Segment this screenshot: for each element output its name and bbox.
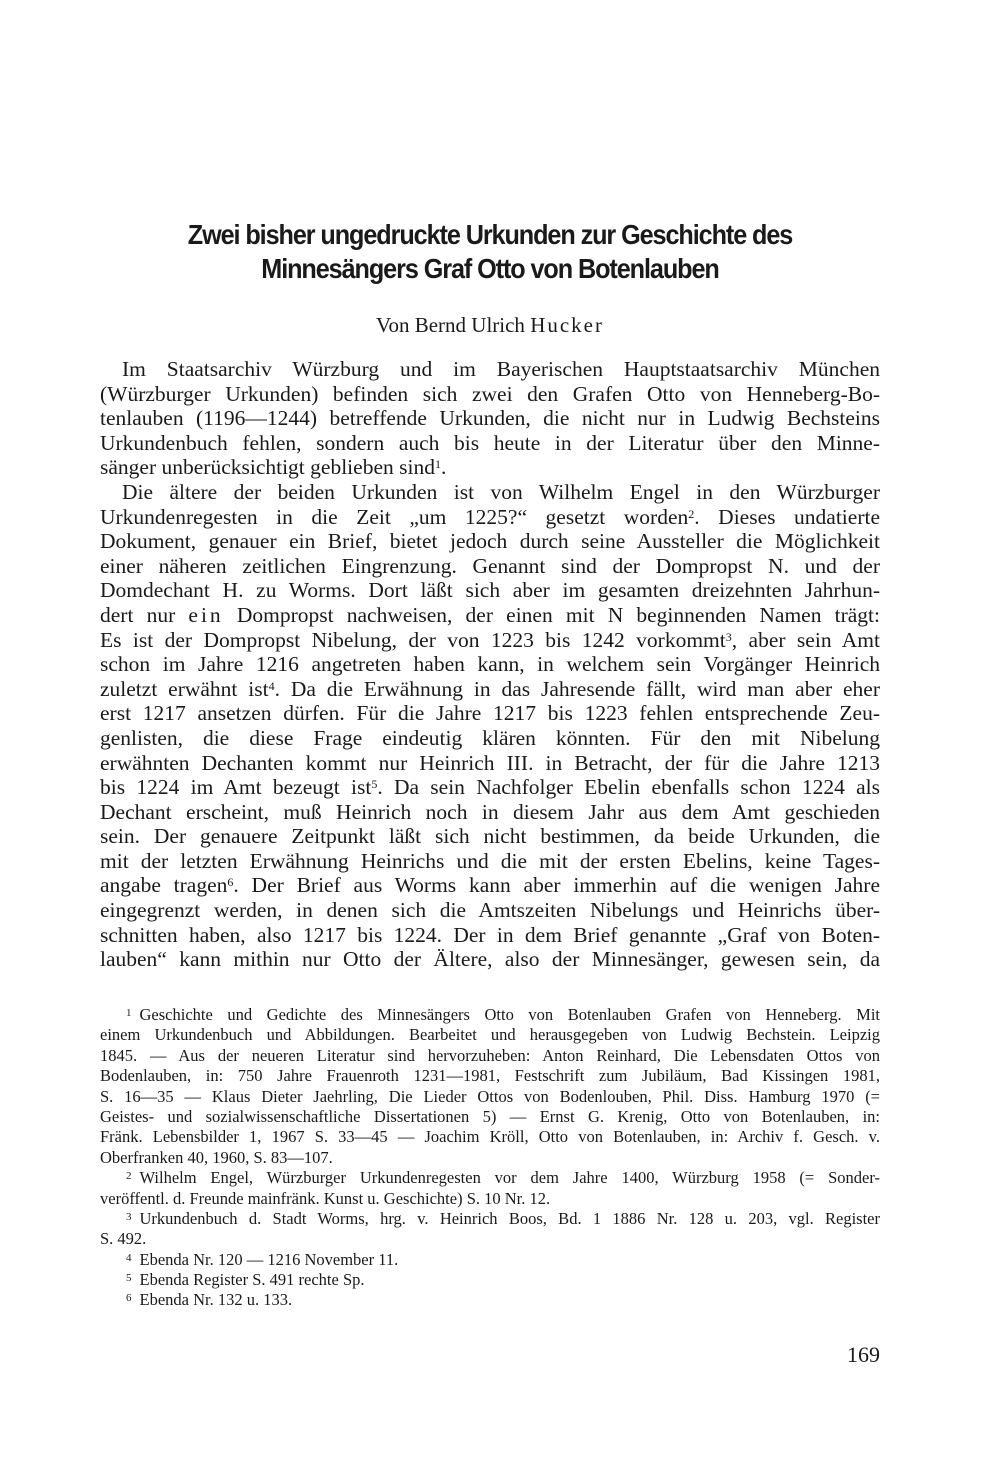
text-run: . Da sein Nachfolger Ebelin ebenfalls schon 1224 als	[377, 775, 880, 800]
footnote-text: Ebenda Register S. 491 rechte Sp.	[139, 1270, 365, 1290]
author-byline	[100, 312, 880, 338]
footnote-line	[100, 1270, 880, 1290]
footnote-line: Geistes- und sozialwissenschaftliche Dissertationen 5) — Ernst G. Krenig, Otto von Botenlauben, in:	[100, 1106, 880, 1126]
text-line	[100, 455, 880, 480]
footnote-ref-6[interactable]: 6	[227, 875, 234, 890]
text-run: , aber sein Amt	[731, 627, 880, 652]
footnote-number: 1	[126, 1007, 132, 1019]
footnote-line: 1845. — Aus der neueren Literatur sind hervorzuheben: Anton Reinhard, Die Lebensdaten Ottos von	[100, 1045, 880, 1065]
text-run: angabe tragen	[100, 873, 228, 898]
footnote-line: einem Urkundenbuch und Abbildungen. Bearbeitet und herausgegeben von Ludwig Bechstein. Leipzig	[100, 1025, 880, 1045]
text-line: erwähnten Dechanten kommt nur Heinrich III. in Betracht, der für die Jahre 1213	[100, 750, 880, 775]
text-line: Dechant erscheint, muß Heinrich noch in diesem Jahr aus dem Amt geschieden	[100, 799, 880, 824]
footnote-1	[100, 1005, 880, 1168]
footnote-text: Geschichte und Gedichte des Minnesängers Otto von Botenlauben Grafen von Henneberg. Mit	[139, 1005, 880, 1024]
footnote-text: Ebenda Nr. 132 u. 133.	[139, 1290, 293, 1310]
footnote-2	[100, 1168, 880, 1209]
article-title	[139, 218, 841, 286]
footnote-ref-2[interactable]: 2	[688, 506, 695, 521]
footnote-6	[100, 1290, 880, 1310]
text-run: dert nur	[100, 602, 189, 627]
byline-prefix: Von Bernd Ulrich	[376, 313, 531, 337]
byline-surname: Hucker	[530, 313, 604, 337]
footnote-line: Fränk. Lebensbilder 1, 1967 S. 33—45 — Joachim Kröll, Otto von Botenlauben, in: Archiv f. Gesch. v.	[100, 1127, 880, 1147]
text-line: genlisten, die diese Frage eindeutig klären könnten. Für den mit Nibelung	[100, 725, 880, 750]
footnote-text: Ebenda Nr. 120 — 1216 November 11.	[139, 1249, 399, 1269]
footnote-line	[100, 1168, 880, 1188]
text-line: schon im Jahre 1216 angetreten haben kann, in welchem sein Vorgänger Heinrich	[100, 652, 880, 677]
text-line	[100, 628, 880, 653]
text-line: erst 1217 ansetzen dürfen. Für die Jahre 1217 bis 1223 fehlen entsprechende Zeu-	[100, 701, 880, 726]
footnote-line: veröffentl. d. Freunde mainfränk. Kunst u. Geschichte) S. 10 Nr. 12.	[100, 1188, 551, 1208]
text-line: Urkundenbuch fehlen, sondern auch bis heute in der Literatur über den Minne-	[100, 430, 880, 455]
footnote-line	[100, 1250, 880, 1270]
footnote-line	[100, 1005, 880, 1025]
text-line: schnitten haben, also 1217 bis 1224. Der in dem Brief genannte „Graf von Boten-	[100, 922, 880, 947]
text-run: Urkundenregesten in die Zeit „um 1225?“ gesetzt worden	[100, 504, 689, 529]
footnote-ref-4[interactable]: 4	[268, 678, 275, 693]
text-run: bis 1224 im Amt bezeugt ist	[100, 775, 372, 800]
text-line: (Würzburger Urkunden) befinden sich zwei den Grafen Otto von Henneberg-Bo-	[100, 381, 880, 406]
footnote-number: 4	[126, 1251, 132, 1264]
emphasized-word: ein	[188, 602, 224, 627]
footnote-line: S. 492.	[100, 1229, 147, 1249]
text-run: sänger unberücksichtigt geblieben sind	[100, 455, 435, 480]
text-line	[100, 873, 880, 898]
footnote-line: Bodenlauben, in: 750 Jahre Frauenroth 1231—1981, Festschrift zum Jubiläum, Bad Kissingen 1981,	[100, 1066, 880, 1086]
footnotes	[100, 1005, 880, 1311]
article-title-line-2: Minnesängers Graf Otto von Botenlauben	[261, 253, 719, 284]
text-line	[100, 603, 880, 628]
text-line: mit der letzten Erwähnung Heinrichs und die mit der ersten Ebelins, keine Tages-	[100, 848, 880, 873]
text-line: lauben“ kann mithin nur Otto der Ältere, also der Minnesänger, gewesen sein, da	[100, 947, 880, 972]
footnote-ref-3[interactable]: 3	[725, 629, 732, 644]
text-line: Domdechant H. zu Worms. Dort läßt sich aber im gesamten dreizehnten Jahrhun-	[100, 578, 880, 603]
text-run: Es ist der Dompropst Nibelung, der von 1223 bis 1242 vorkommt	[100, 627, 726, 652]
text-line	[100, 775, 880, 800]
footnote-ref-1[interactable]: 1	[434, 457, 441, 472]
footnote-number: 6	[126, 1292, 132, 1305]
footnote-text: Urkundenbuch d. Stadt Worms, hrg. v. Heinrich Boos, Bd. 1 1886 Nr. 128 u. 203, vgl. Register	[139, 1208, 880, 1228]
footnote-4	[100, 1250, 880, 1270]
text-run: zuletzt erwähnt ist	[100, 676, 269, 701]
footnote-line: Oberfranken 40, 1960, S. 83—107.	[100, 1147, 333, 1167]
footnote-line	[100, 1290, 880, 1310]
footnote-number: 5	[126, 1272, 132, 1285]
text-run: . Da die Erwähnung in das Jahresende fällt, wird man aber eher	[274, 676, 881, 701]
text-line	[100, 677, 880, 702]
footnote-3	[100, 1209, 880, 1250]
footnote-number: 3	[126, 1210, 132, 1223]
text-line: sein. Der genauere Zeitpunkt läßt sich nicht bestimmen, da beide Urkunden, die	[100, 824, 880, 849]
footnote-ref-5[interactable]: 5	[371, 777, 378, 792]
footnote-text: Wilhelm Engel, Würzburger Urkundenregesten vor dem Jahre 1400, Würzburg 1958 (= Sonder-	[139, 1168, 880, 1188]
page-number: 169	[847, 1342, 880, 1367]
text-line: Dokument, genauer ein Brief, bietet jedoch durch seine Aussteller die Möglichkeit	[100, 529, 880, 554]
body-text	[100, 357, 880, 972]
footnote-line	[100, 1209, 880, 1229]
footnote-number: 2	[126, 1170, 132, 1183]
text-line: eingegrenzt werden, in denen sich die Amtszeiten Nibelungs und Heinrichs über-	[100, 898, 880, 923]
text-line: Die ältere der beiden Urkunden ist von Wilhelm Engel in den Würzburger	[122, 479, 880, 504]
text-line	[100, 505, 880, 530]
text-line: einer näheren zeitlichen Eingrenzung. Genannt sind der Dompropst N. und der	[100, 553, 880, 578]
text-run: . Der Brief aus Worms kann aber immerhin auf die wenigen Jahre	[233, 873, 880, 898]
text-run: .	[440, 455, 447, 480]
footnote-line: S. 16—35 — Klaus Dieter Jaehrling, Die Lieder Ottos von Bodenlouben, Phil. Diss. Hamburg 1970 (=	[100, 1086, 880, 1106]
text-run: Dompropst nachweisen, der einen mit N beginnenden Namen trägt:	[223, 602, 880, 627]
text-line: Im Staatsarchiv Würzburg und im Bayerischen Hauptstaatsarchiv München	[122, 357, 880, 381]
text-run: . Dieses undatierte	[694, 504, 880, 529]
article-title-line-1: Zwei bisher ungedruckte Urkunden zur Geschichte des	[187, 219, 793, 250]
footnote-5	[100, 1270, 880, 1290]
text-line: tenlauben (1196—1244) betreffende Urkunden, die nicht nur in Ludwig Bechsteins	[100, 406, 880, 431]
